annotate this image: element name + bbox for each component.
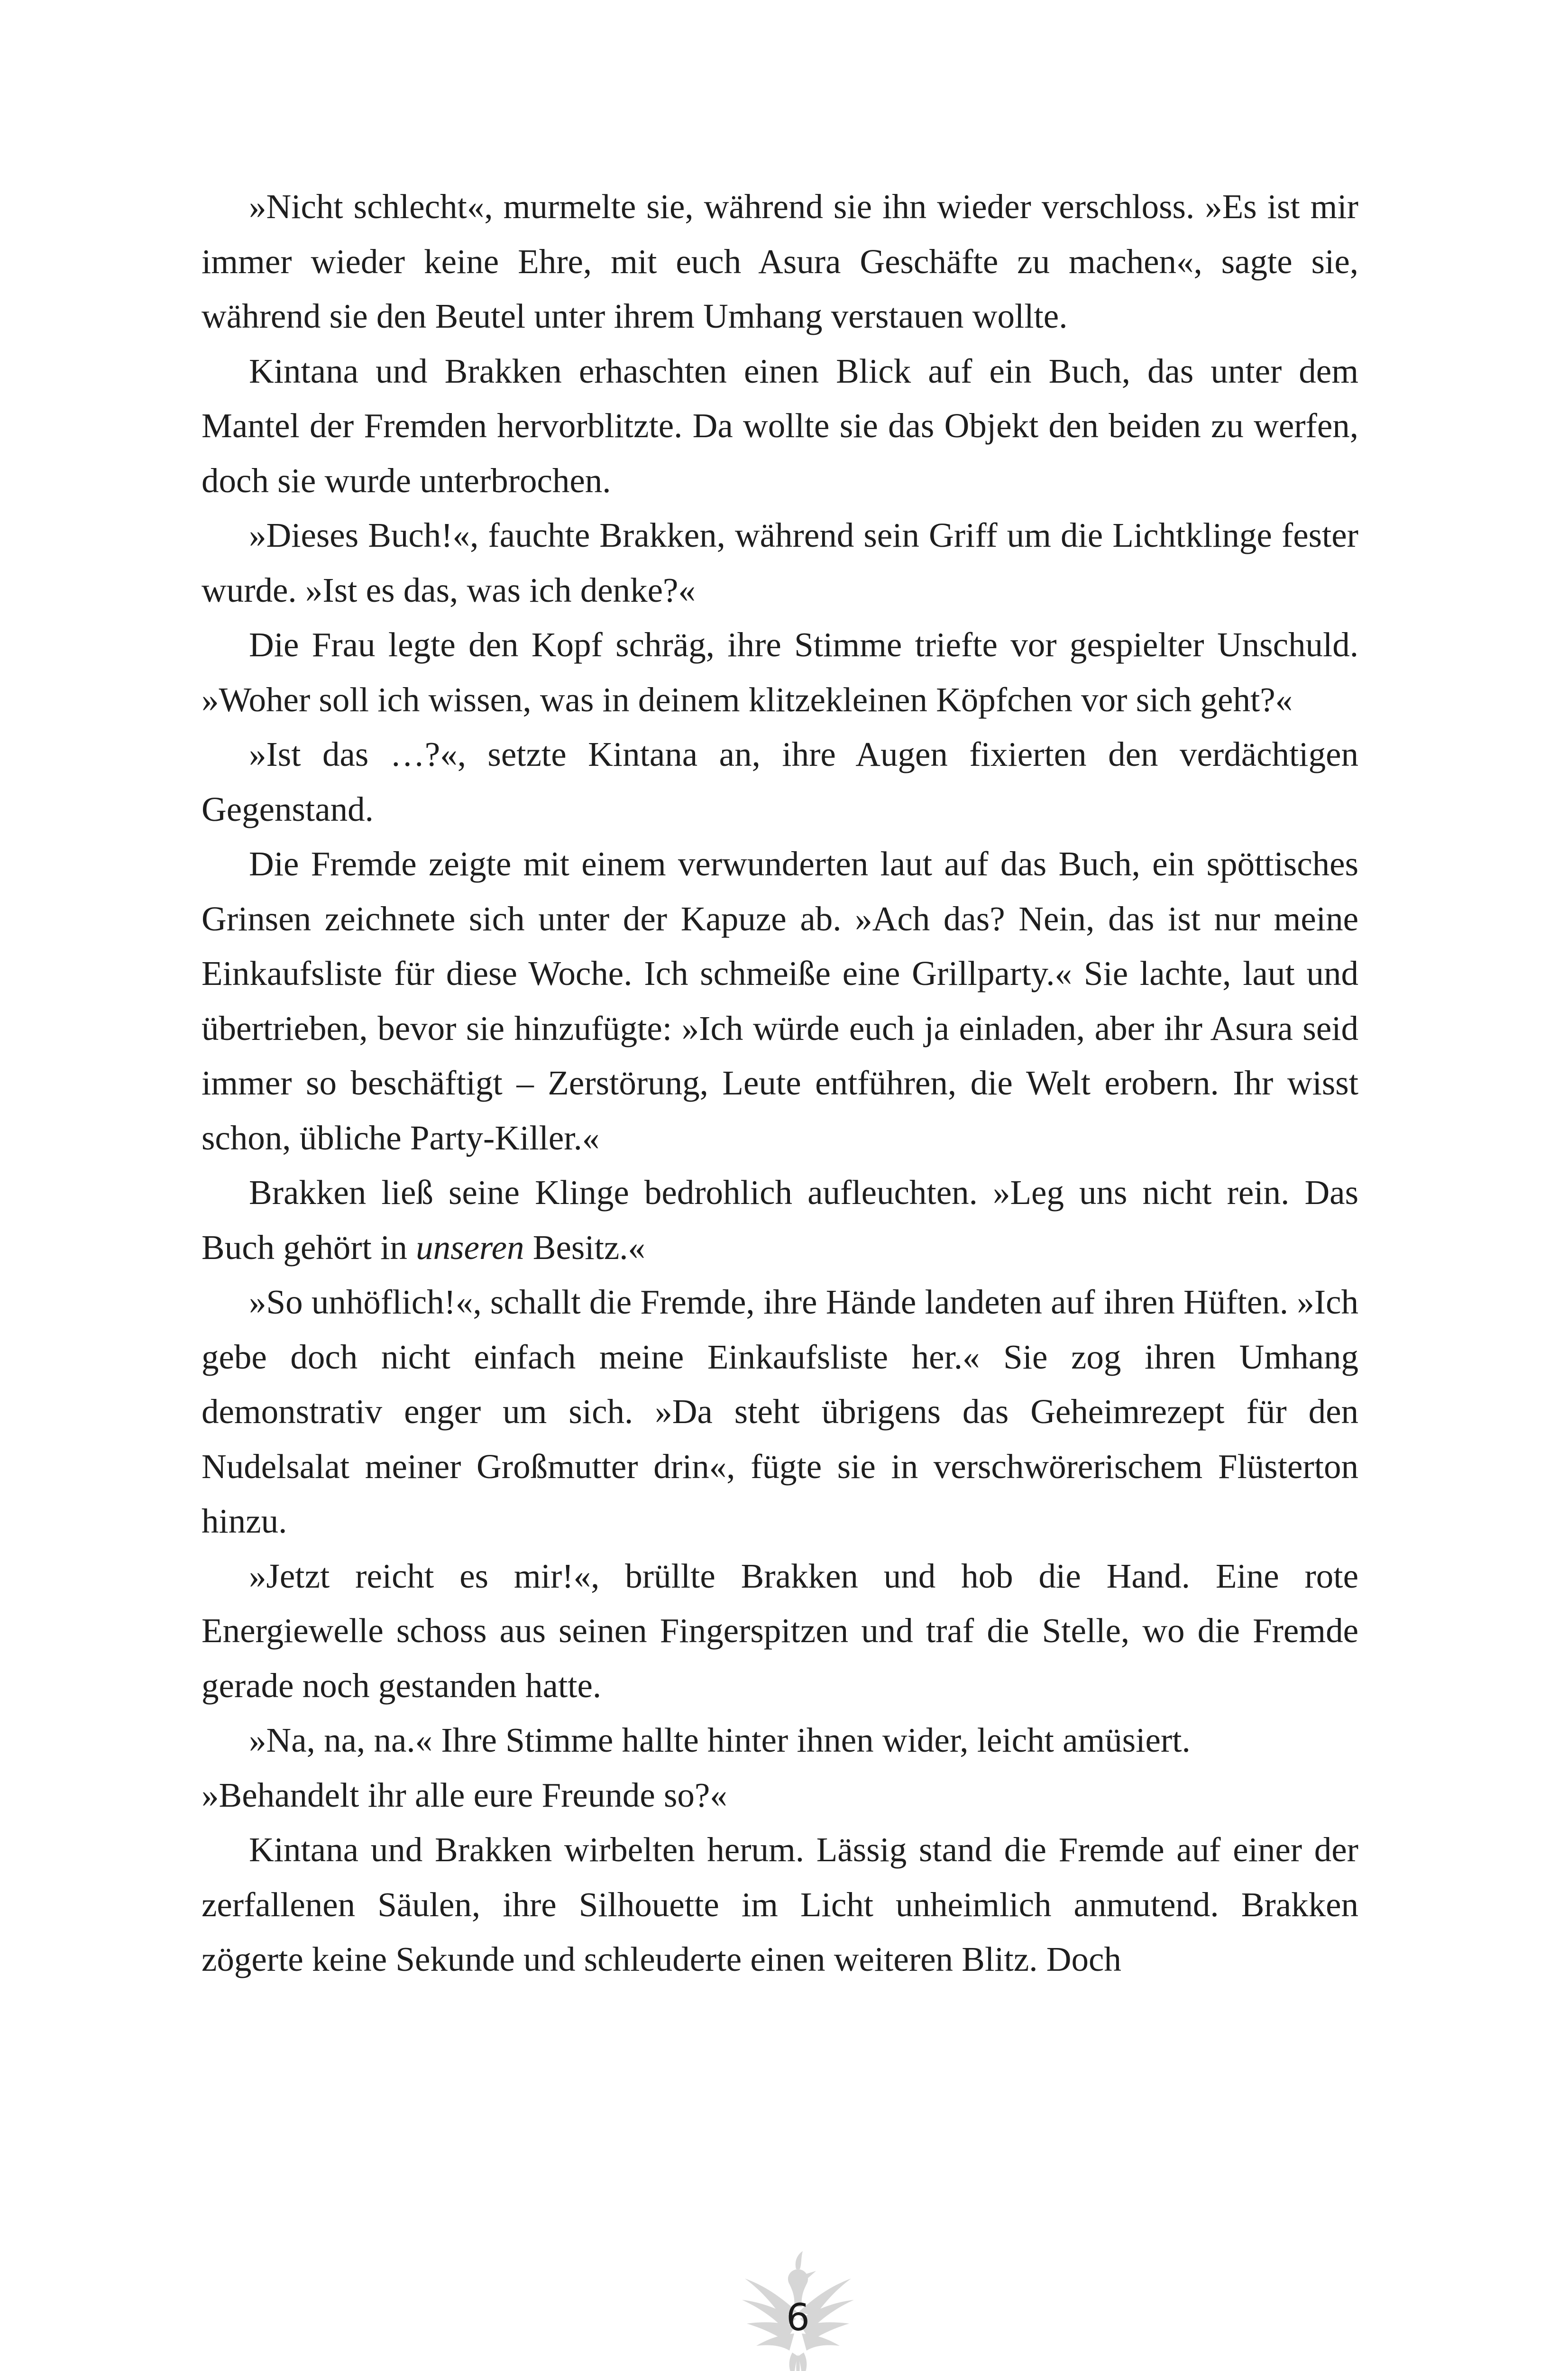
paragraph: Die Frau legte den Kopf schräg, ihre Stimme triefte vor gespielter Unschuld. »Woher soll ich wissen, was in deinem klitzekleinen Köpfchen vor sich geht?« <box>202 625 1358 719</box>
emphasis-text: unseren <box>416 1228 524 1267</box>
page-number: 6 <box>786 2297 810 2339</box>
paragraph: »Behandelt ihr alle eure Freunde so?« <box>202 1775 727 1814</box>
paragraph: »Ist das …?«, setzte Kintana an, ihre Augen fixierten den verdächtigen Gegenstand. <box>202 735 1358 828</box>
paragraph: »Jetzt reicht es mir!«, brüllte Brakken und hob die Hand. Eine rote Energiewelle schoss aus seinen Fingerspitzen und traf die Stelle, wo die Fremde gerade noch gestanden hatte. <box>202 1556 1358 1705</box>
body-text <box>202 179 1358 1987</box>
paragraph: »Na, na, na.« Ihre Stimme hallte hinter ihnen wider, leicht amüsiert. <box>249 1721 1191 1759</box>
paragraph-text: Besitz.« <box>524 1228 646 1267</box>
paragraph: Die Fremde zeigte mit einem verwunderten laut auf das Buch, ein spöttisches Grinsen zeichnete sich unter der Kapuze ab. »Ach das? Nein, das ist nur meine Einkaufsliste für diese Woche. Ich schmeiße eine Grillparty.« Sie lachte, laut und übertrieben, bevor sie hinzufügte: »Ich würde euch ja einladen, aber ihr Asura seid immer so beschäftigt – Zerstörung, Leute entführen, die Welt erobern. Ihr wisst schon, übliche Party-Killer.« <box>202 845 1358 1157</box>
paragraph <box>202 1165 1358 1275</box>
paragraph: »Dieses Buch!«, fauchte Brakken, während sein Griff um die Lichtklinge fester wurde. »Ist es das, was ich denke?« <box>202 516 1358 609</box>
paragraph-text: Brakken ließ seine Klinge bedrohlich aufleuchten. »Leg uns nicht rein. Das Buch gehört in <box>202 1173 1358 1267</box>
paragraph: Kintana und Brakken erhaschten einen Blick auf ein Buch, das unter dem Mantel der Fremden hervorblitzte. Da wollte sie das Objekt den beiden zu werfen, doch sie wurde unterbrochen. <box>202 351 1358 500</box>
page-footer <box>736 2241 860 2371</box>
paragraph: »Nicht schlecht«, murmelte sie, während sie ihn wieder verschloss. »Es ist mir immer wieder keine Ehre, mit euch Asura Geschäfte zu machen«, sagte sie, während sie den Beutel unter ihrem Umhang verstauen wollte. <box>202 187 1358 335</box>
paragraph: Kintana und Brakken wirbelten herum. Lässig stand die Fremde auf einer der zerfallenen Säulen, ihre Silhouette im Licht unheimlich anmutend. Brakken zögerte keine Sekunde und schleuderte einen weiteren Blitz. Doch <box>202 1830 1358 1978</box>
paragraph: »So unhöflich!«, schallt die Fremde, ihre Hände landeten auf ihren Hüften. »Ich gebe doch nicht einfach meine Einkaufsliste her.« Sie zog ihren Umhang demonstrativ enger um sich. »Da steht übrigens das Geheimrezept für den Nudelsalat meiner Großmutter drin«, fügte sie in verschwörerischem Flüsterton hinzu. <box>202 1283 1358 1540</box>
